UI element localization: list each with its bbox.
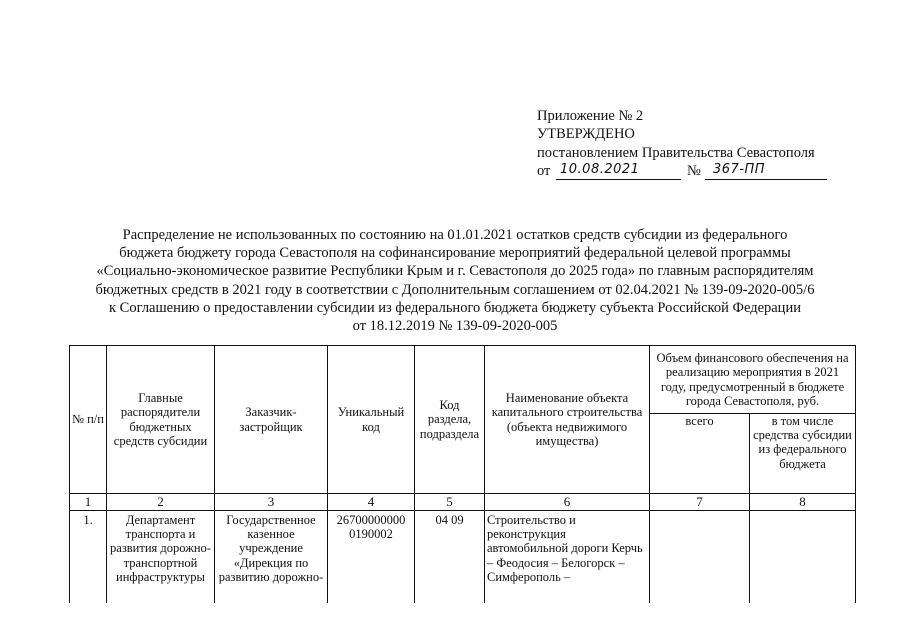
distribution-table (69, 345, 856, 603)
title-line: «Социально-экономическое развитие Республики Крым и г. Севастополя до 2025 года» по главным распорядителям (96, 263, 814, 280)
header-object-name: Наименование объекта капитального строительства (объекта недвижимого имущества) (485, 346, 650, 494)
row-object-name: Строительство и реконструкция автомобильной дороги Керчь – Феодосия – Белогорск – Симферополь – (485, 511, 650, 604)
header-section-code: Код раздела, подраздела (415, 346, 485, 494)
table-row (70, 511, 856, 604)
number-value: 367-ПП (713, 161, 766, 177)
resolution-label: постановлением Правительства Севастополя (537, 144, 815, 161)
column-number-row (70, 494, 856, 511)
column-number: 5 (415, 494, 485, 511)
header-funding-group: Объем финансового обеспечения на реализацию мероприятия в 2021 году, предусмотренный в бюджете города Севастополя, руб. (650, 346, 856, 414)
column-number: 2 (107, 494, 215, 511)
approval-block (537, 107, 815, 182)
appendix-label: Приложение № 2 (537, 108, 644, 124)
row-section-code: 04 09 (415, 511, 485, 604)
header-total: всего (650, 414, 750, 494)
date-value: 10.08.2021 (560, 161, 640, 177)
title-line: к Соглашению о предоставлении субсидии из федерального бюджета бюджету субъекта Российской Федерации (109, 299, 801, 316)
column-number: 3 (215, 494, 328, 511)
date-label: от (537, 162, 551, 179)
row-customer: Государственное казенное учреждение «Дирекция по развитию дорожно- (215, 511, 328, 604)
title-line: от 18.12.2019 № 139-09-2020-005 (352, 318, 558, 335)
column-number: 4 (328, 494, 415, 511)
row-unique-code: 26700000000 0190002 (328, 511, 415, 604)
document-title (60, 226, 850, 335)
title-line: Распределение не использованных по состоянию на 01.01.2021 остатков средств субсидии из федерального (122, 227, 788, 243)
header-unique-code: Уникальный код (328, 346, 415, 494)
column-number: 8 (750, 494, 856, 511)
row-distributor: Департамент транспорта и развития дорожно-транспортной инфраструктуры (107, 511, 215, 604)
title-line: бюджетных средств в 2021 году в соответствии с Дополнительным соглашением от 02.04.2021 № 139-09-2020-005/6 (95, 281, 815, 298)
row-federal-share (750, 511, 856, 604)
number-label: № (687, 162, 701, 179)
title-line: бюджета бюджету города Севастополя на софинансирование мероприятий федеральной целевой программы (119, 245, 791, 262)
signature-line (537, 162, 815, 182)
header-number: № п/п (70, 346, 107, 494)
header-distributors: Главные распорядители бюджетных средств субсидии (107, 346, 215, 494)
column-number: 6 (485, 494, 650, 511)
column-number: 7 (650, 494, 750, 511)
row-total (650, 511, 750, 604)
column-number: 1 (70, 494, 107, 511)
header-customer: Заказчик-застройщик (215, 346, 328, 494)
approved-label: УТВЕРЖДЕНО (537, 126, 635, 143)
row-number: 1. (70, 511, 107, 604)
header-federal-share: в том числе средства субсидии из федерального бюджета (750, 414, 856, 494)
